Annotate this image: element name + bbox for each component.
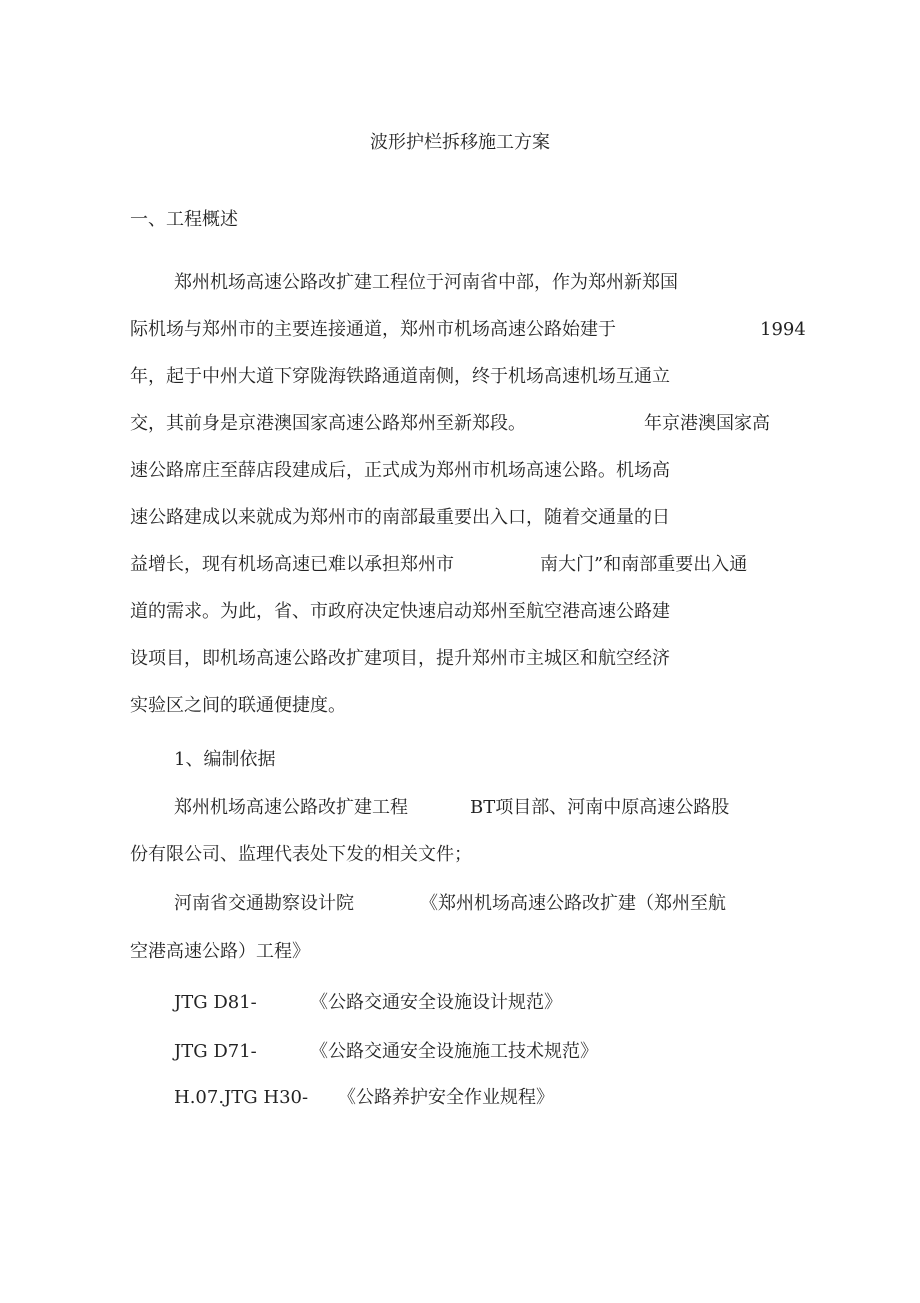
overview-line: 实验区之间的联通便捷度。 — [130, 695, 346, 716]
standard-code: H.07.JTG H30- — [174, 1087, 309, 1108]
overview-line-fragment: 年京港澳国家高 — [644, 413, 770, 434]
overview-line: 设项目，即机场高速公路改扩建项目，提升郑州市主城区和航空经济 — [130, 648, 670, 669]
overview-year: 1994 — [760, 319, 806, 340]
overview-line: 交，其前身是京港澳国家高速公路郑州至新郑段。 — [130, 413, 526, 434]
overview-line: 际机场与郑州市的主要连接通道，郑州市机场高速公路始建于 — [130, 319, 616, 340]
overview-line: 道的需求。为此，省、市政府决定快速启动郑州至航空港高速公路建 — [130, 601, 670, 622]
overview-line: 益增长，现有机场高速已难以承担郑州市 — [130, 554, 454, 575]
standard-name: 《公路交通安全设施施工技术规范》 — [310, 1041, 598, 1062]
overview-line: 速公路建成以来就成为郑州市的南部最重要出入口，随着交通量的日 — [130, 507, 670, 528]
overview-line: 速公路席庄至薛店段建成后，正式成为郑州市机场高速公路。机场高 — [130, 460, 670, 481]
basis-line: 份有限公司、监理代表处下发的相关文件； — [130, 844, 472, 865]
overview-line-fragment: 南大门”和南部重要出入通 — [540, 554, 748, 575]
basis-line: 郑州机场高速公路改扩建工程 — [174, 797, 408, 818]
standard-name: 《公路养护安全作业规程》 — [338, 1087, 554, 1108]
standard-code: JTG D71- — [174, 1041, 257, 1062]
basis-line: 空港高速公路）工程》 — [130, 941, 310, 962]
overview-line: 郑州机场高速公路改扩建工程位于河南省中部，作为郑州新郑国 — [174, 272, 678, 293]
standard-code: JTG D81- — [174, 992, 257, 1013]
standard-name: 《公路交通安全设施设计规范》 — [310, 992, 562, 1013]
basis-line-fragment: BT项目部、河南中原高速公路股 — [470, 797, 730, 818]
section-heading-overview: 一、工程概述 — [130, 209, 238, 230]
document-title: 波形护栏拆移施工方案 — [370, 132, 550, 153]
overview-line: 年，起于中州大道下穿陇海铁路通道南侧，终于机场高速机场互通立 — [130, 366, 670, 387]
basis-line-fragment: 《郑州机场高速公路改扩建（郑州至航 — [420, 893, 726, 914]
section-heading-basis: 1、编制依据 — [174, 749, 276, 770]
basis-line: 河南省交通勘察设计院 — [174, 893, 354, 914]
